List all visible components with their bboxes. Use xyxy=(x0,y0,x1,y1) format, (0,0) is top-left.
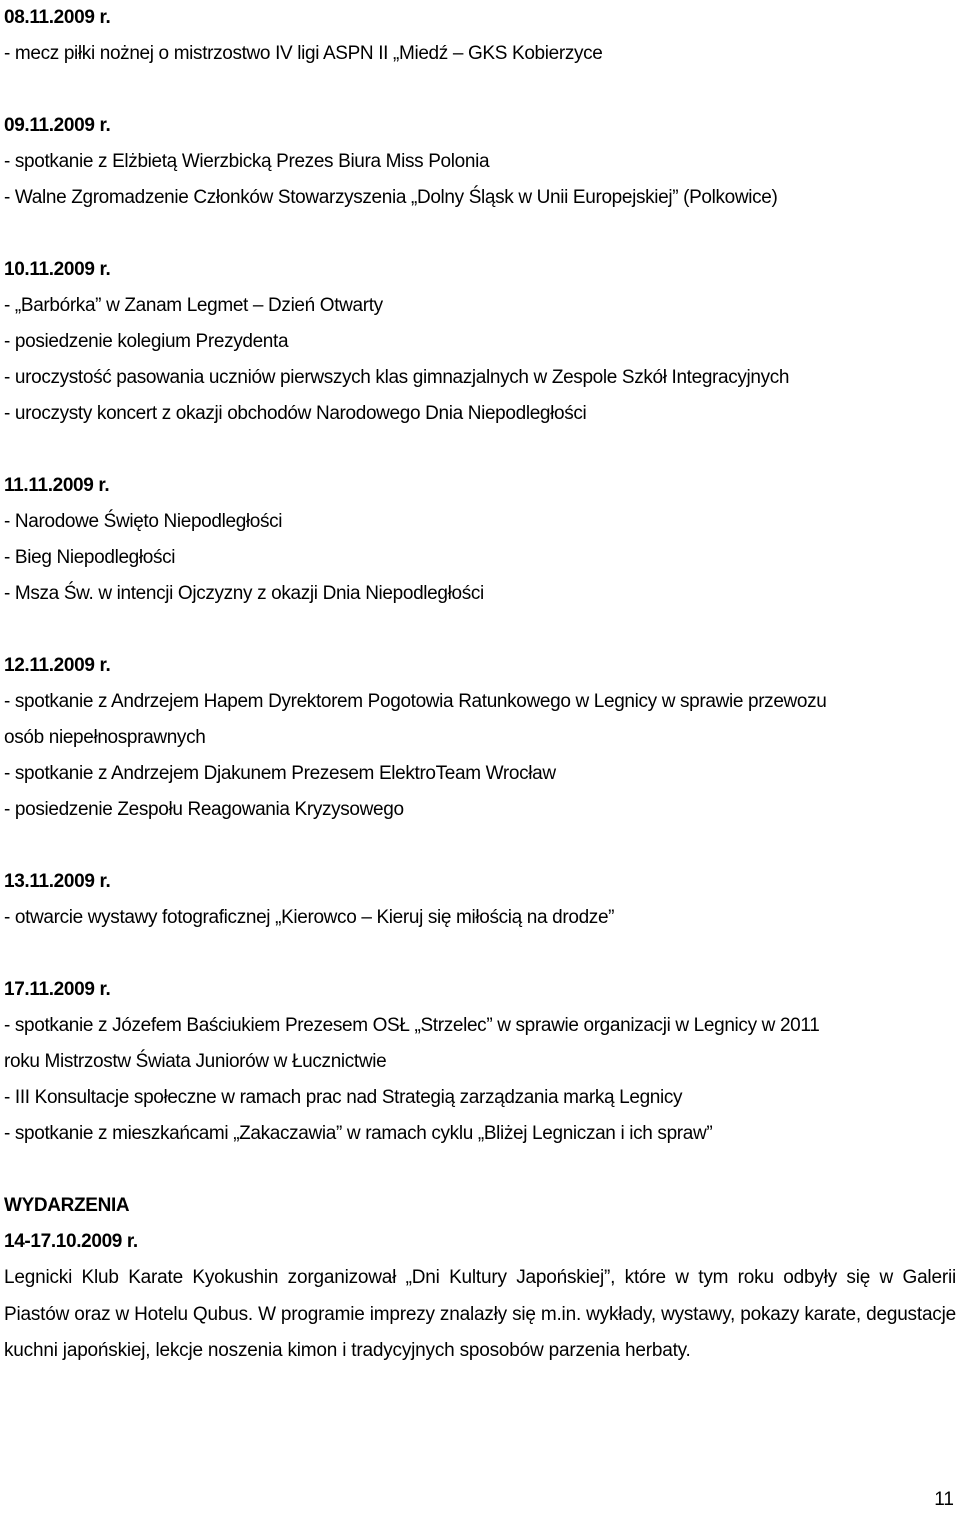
list-item: - spotkanie z Elżbietą Wierzbicką Prezes Biura Miss Polonia xyxy=(4,151,490,172)
section-date: 17.11.2009 r. xyxy=(4,979,111,1000)
events-paragraph: Legnicki Klub Karate Kyokushin zorganizował „Dni Kultury Japońskiej”, które w tym roku odbyły się w Galerii Piastów oraz w Hotelu Qubus. W programie imprezy znalazły się m.in. wykłady, wystawy, pokazy karate, degustacje kuchni japońskiej, lekcje noszenia kimon i tradycyjnych sposobów parzenia herbaty. xyxy=(4,1267,956,1361)
section-date: 09.11.2009 r. xyxy=(4,115,111,136)
list-item: - „Barbórka” w Zanam Legmet – Dzień Otwarty xyxy=(4,295,383,316)
list-item: - posiedzenie Zespołu Reagowania Kryzysowego xyxy=(4,799,404,820)
spacer xyxy=(4,828,956,864)
spacer xyxy=(4,612,956,648)
spacer xyxy=(4,72,956,108)
spacer xyxy=(4,936,956,972)
section-date: 11.11.2009 r. xyxy=(4,475,110,496)
list-item: - uroczysty koncert z okazji obchodów Narodowego Dnia Niepodległości xyxy=(4,403,587,424)
spacer xyxy=(4,1152,956,1188)
list-item: osób niepełnosprawnych xyxy=(4,727,206,748)
list-item: - uroczystość pasowania uczniów pierwszych klas gimnazjalnych w Zespole Szkół Integracyjnych xyxy=(4,367,790,388)
list-item: - Bieg Niepodległości xyxy=(4,547,176,568)
section-date: 08.11.2009 r. xyxy=(4,7,111,28)
list-item: - posiedzenie kolegium Prezydenta xyxy=(4,331,289,352)
list-item: - spotkanie z mieszkańcami „Zakaczawia” w ramach cyklu „Bliżej Legniczan i ich spraw” xyxy=(4,1123,713,1144)
list-item: - spotkanie z Andrzejem Djakunem Prezesem ElektroTeam Wrocław xyxy=(4,763,556,784)
page-number: 11 xyxy=(934,1489,954,1510)
list-item: - spotkanie z Józefem Baściukiem Prezesem OSŁ „Strzelec” w sprawie organizacji w Legnicy w 2011 xyxy=(4,1015,820,1036)
list-item: - Msza Św. w intencji Ojczyzny z okazji Dnia Niepodległości xyxy=(4,583,484,604)
list-item: - Walne Zgromadzenie Członków Stowarzyszenia „Dolny Śląsk w Unii Europejskiej” (Polkowice) xyxy=(4,187,778,208)
list-item: - mecz piłki nożnej o mistrzostwo IV ligi ASPN II „Miedź – GKS Kobierzyce xyxy=(4,43,603,64)
list-item: roku Mistrzostw Świata Juniorów w Łucznictwie xyxy=(4,1051,387,1072)
document-page xyxy=(4,0,956,1370)
list-item: - III Konsultacje społeczne w ramach prac nad Strategią zarządzania marką Legnicy xyxy=(4,1087,683,1108)
section-date: 12.11.2009 r. xyxy=(4,655,111,676)
list-item: - spotkanie z Andrzejem Hapem Dyrektorem Pogotowia Ratunkowego w Legnicy w sprawie przewozu xyxy=(4,691,827,712)
events-heading: WYDARZENIA xyxy=(4,1195,130,1216)
list-item: - otwarcie wystawy fotograficznej „Kierowco – Kieruj się miłością na drodze” xyxy=(4,907,615,928)
section-date: 10.11.2009 r. xyxy=(4,259,111,280)
list-item: - Narodowe Święto Niepodległości xyxy=(4,511,283,532)
events-date: 14-17.10.2009 r. xyxy=(4,1231,138,1252)
spacer xyxy=(4,432,956,468)
spacer xyxy=(4,216,956,252)
section-date: 13.11.2009 r. xyxy=(4,871,111,892)
